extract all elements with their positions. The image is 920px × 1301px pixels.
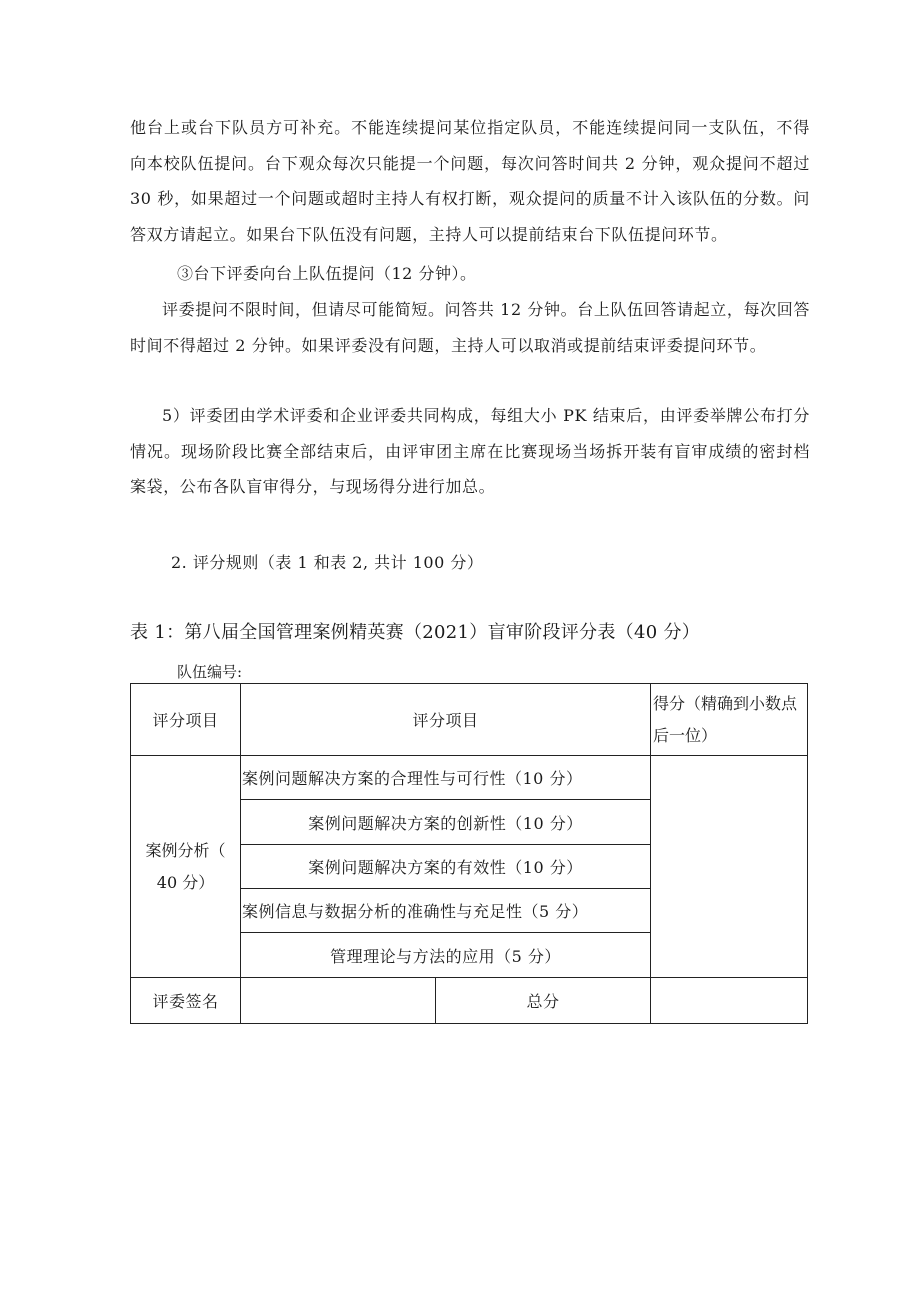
- total-label: 总分: [436, 978, 651, 1024]
- header-item-category: 评分项目: [131, 684, 241, 756]
- group-label-case-analysis: 案例分析（ 40 分）: [131, 756, 241, 978]
- item-innovation: 案例问题解决方案的创新性（10 分）: [241, 800, 651, 845]
- table-footer-row: [131, 978, 808, 1024]
- item-data-analysis: 案例信息与数据分析的准确性与充足性（5 分）: [241, 889, 651, 933]
- paragraph-audience-questions: 他台上或台下队员方可补充。不能连续提问某位指定队员，不能连续提问同一支队伍，不得向本校队伍提问。台下观众每次只能提一个问题，每次问答时间共 2 分钟，观众提问不超过 30 秒，如果超过一个问题或超时主持人有权打断，观众提问的质量不计入该队伍的分数。问答双方请起立。如果台下队伍没有问题，主持人可以提前结束台下队伍提问环节。: [130, 118, 810, 244]
- signature-label: 评委签名: [131, 978, 241, 1024]
- table-caption: 表 1：第八届全国管理案例精英赛（2021）盲审阶段评分表（40 分）: [130, 622, 701, 643]
- score-cell-case-analysis[interactable]: [651, 756, 808, 978]
- paragraph-judges-heading: ③台下评委向台上队伍提问（12 分钟）。: [177, 264, 477, 283]
- item-effectiveness: 案例问题解决方案的有效性（10 分）: [241, 845, 651, 889]
- table-header-row: [131, 684, 808, 756]
- item-feasibility: 案例问题解决方案的合理性与可行性（10 分）: [241, 756, 651, 800]
- blind-review-score-table: [130, 683, 808, 1024]
- section-heading-scoring-rules: 2. 评分规则（表 1 和表 2, 共计 100 分）: [171, 553, 484, 572]
- paragraph-judging-panel: 5）评委团由学术评委和企业评委共同构成，每组大小 PK 结束后，由评委举牌公布打分情况。现场阶段比赛全部结束后，由评审团主席在比赛现场当场拆开装有盲审成绩的密封档案袋，公布各队盲审得分，与现场得分进行加总。: [130, 406, 810, 496]
- table-row: [131, 756, 808, 800]
- header-item-detail: 评分项目: [241, 684, 651, 756]
- paragraph-judges-rules: 评委提问不限时间，但请尽可能简短。问答共 12 分钟。台上队伍回答请起立，每次回答时间不得超过 2 分钟。如果评委没有问题，主持人可以取消或提前结束评委提问环节。: [130, 300, 810, 355]
- signature-cell[interactable]: [241, 978, 436, 1024]
- team-number-label: 队伍编号:: [177, 663, 243, 681]
- item-theory-application: 管理理论与方法的应用（5 分）: [241, 933, 651, 978]
- total-score-cell[interactable]: [651, 978, 808, 1024]
- header-score: 得分（精确到小数点后一位）: [651, 684, 808, 756]
